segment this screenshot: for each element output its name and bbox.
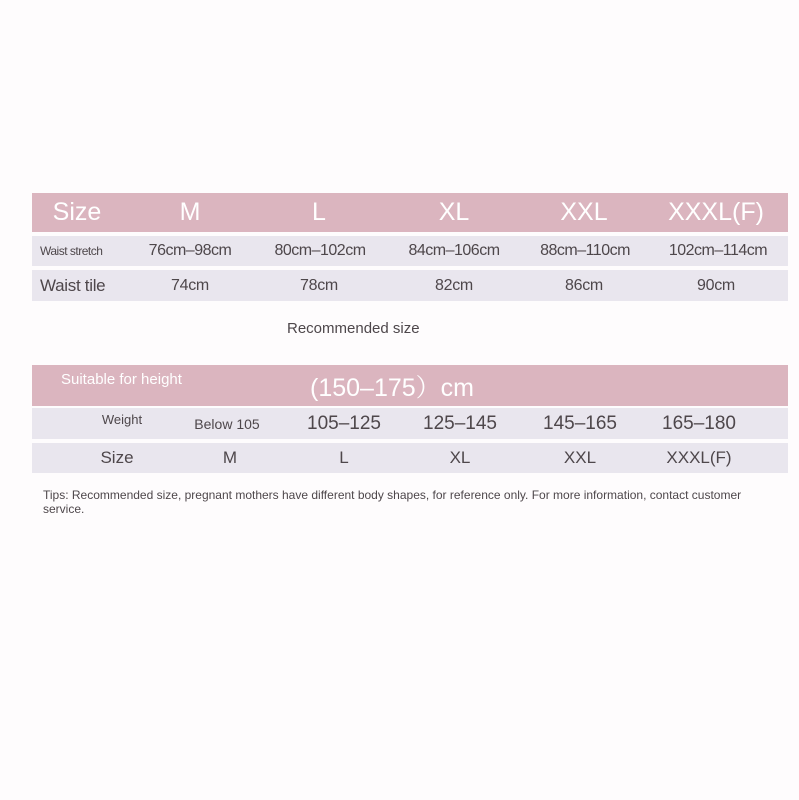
recommended-size-title: Recommended size [287,320,420,337]
size-header-l: L [312,198,326,226]
size-header-m: M [179,198,201,226]
waist-stretch-xl: 84cm–106cm [408,242,500,259]
weight-125-145: 125–145 [423,412,497,434]
size-table-header [32,193,788,232]
weight-105-125: 105–125 [307,412,381,434]
tips-text: Tips: Recommended size, pregnant mothers have different body shapes, for reference only. For more information, contact customer service. [43,488,742,516]
waist-tile-m: 74cm [171,276,209,294]
weight-145-165: 145–165 [543,412,617,434]
size-l: L [339,448,349,467]
size-xxxl: XXXL(F) [666,448,732,467]
height-label: Suitable for height [61,371,182,388]
waist-stretch-label: Waist stretch [40,244,103,258]
size-header-xl: XL [438,198,470,226]
weight-row [32,408,788,439]
waist-stretch-xxxl: 102cm–114cm [668,242,768,259]
size-m: M [222,448,238,467]
size-xl: XL [449,448,471,467]
waist-stretch-xxl: 88cm–110cm [540,242,630,259]
waist-tile-xxl: 86cm [565,276,603,294]
size-header-xxl: XXL [560,198,608,226]
size-header-label: Size [52,198,102,226]
waist-tile-l: 78cm [300,276,338,294]
waist-stretch-row [32,236,788,266]
weight-label: Weight [101,412,143,427]
waist-tile-row [32,270,788,301]
waist-tile-xxxl: 90cm [697,276,735,294]
waist-stretch-m: 76cm–98cm [148,242,232,259]
waist-tile-xl: 82cm [435,276,473,294]
height-value: (150–175）cm [310,373,474,402]
size-xxl: XXL [563,448,597,467]
waist-tile-label: Waist tile [40,275,106,295]
size-row [32,443,788,473]
waist-stretch-l: 80cm–102cm [274,242,366,259]
weight-165-180: 165–180 [662,412,736,434]
size-header-xxxl: XXXL(F) [668,198,764,226]
weight-below-105: Below 105 [194,415,260,432]
height-header [32,365,788,406]
size-label: Size [100,448,134,467]
